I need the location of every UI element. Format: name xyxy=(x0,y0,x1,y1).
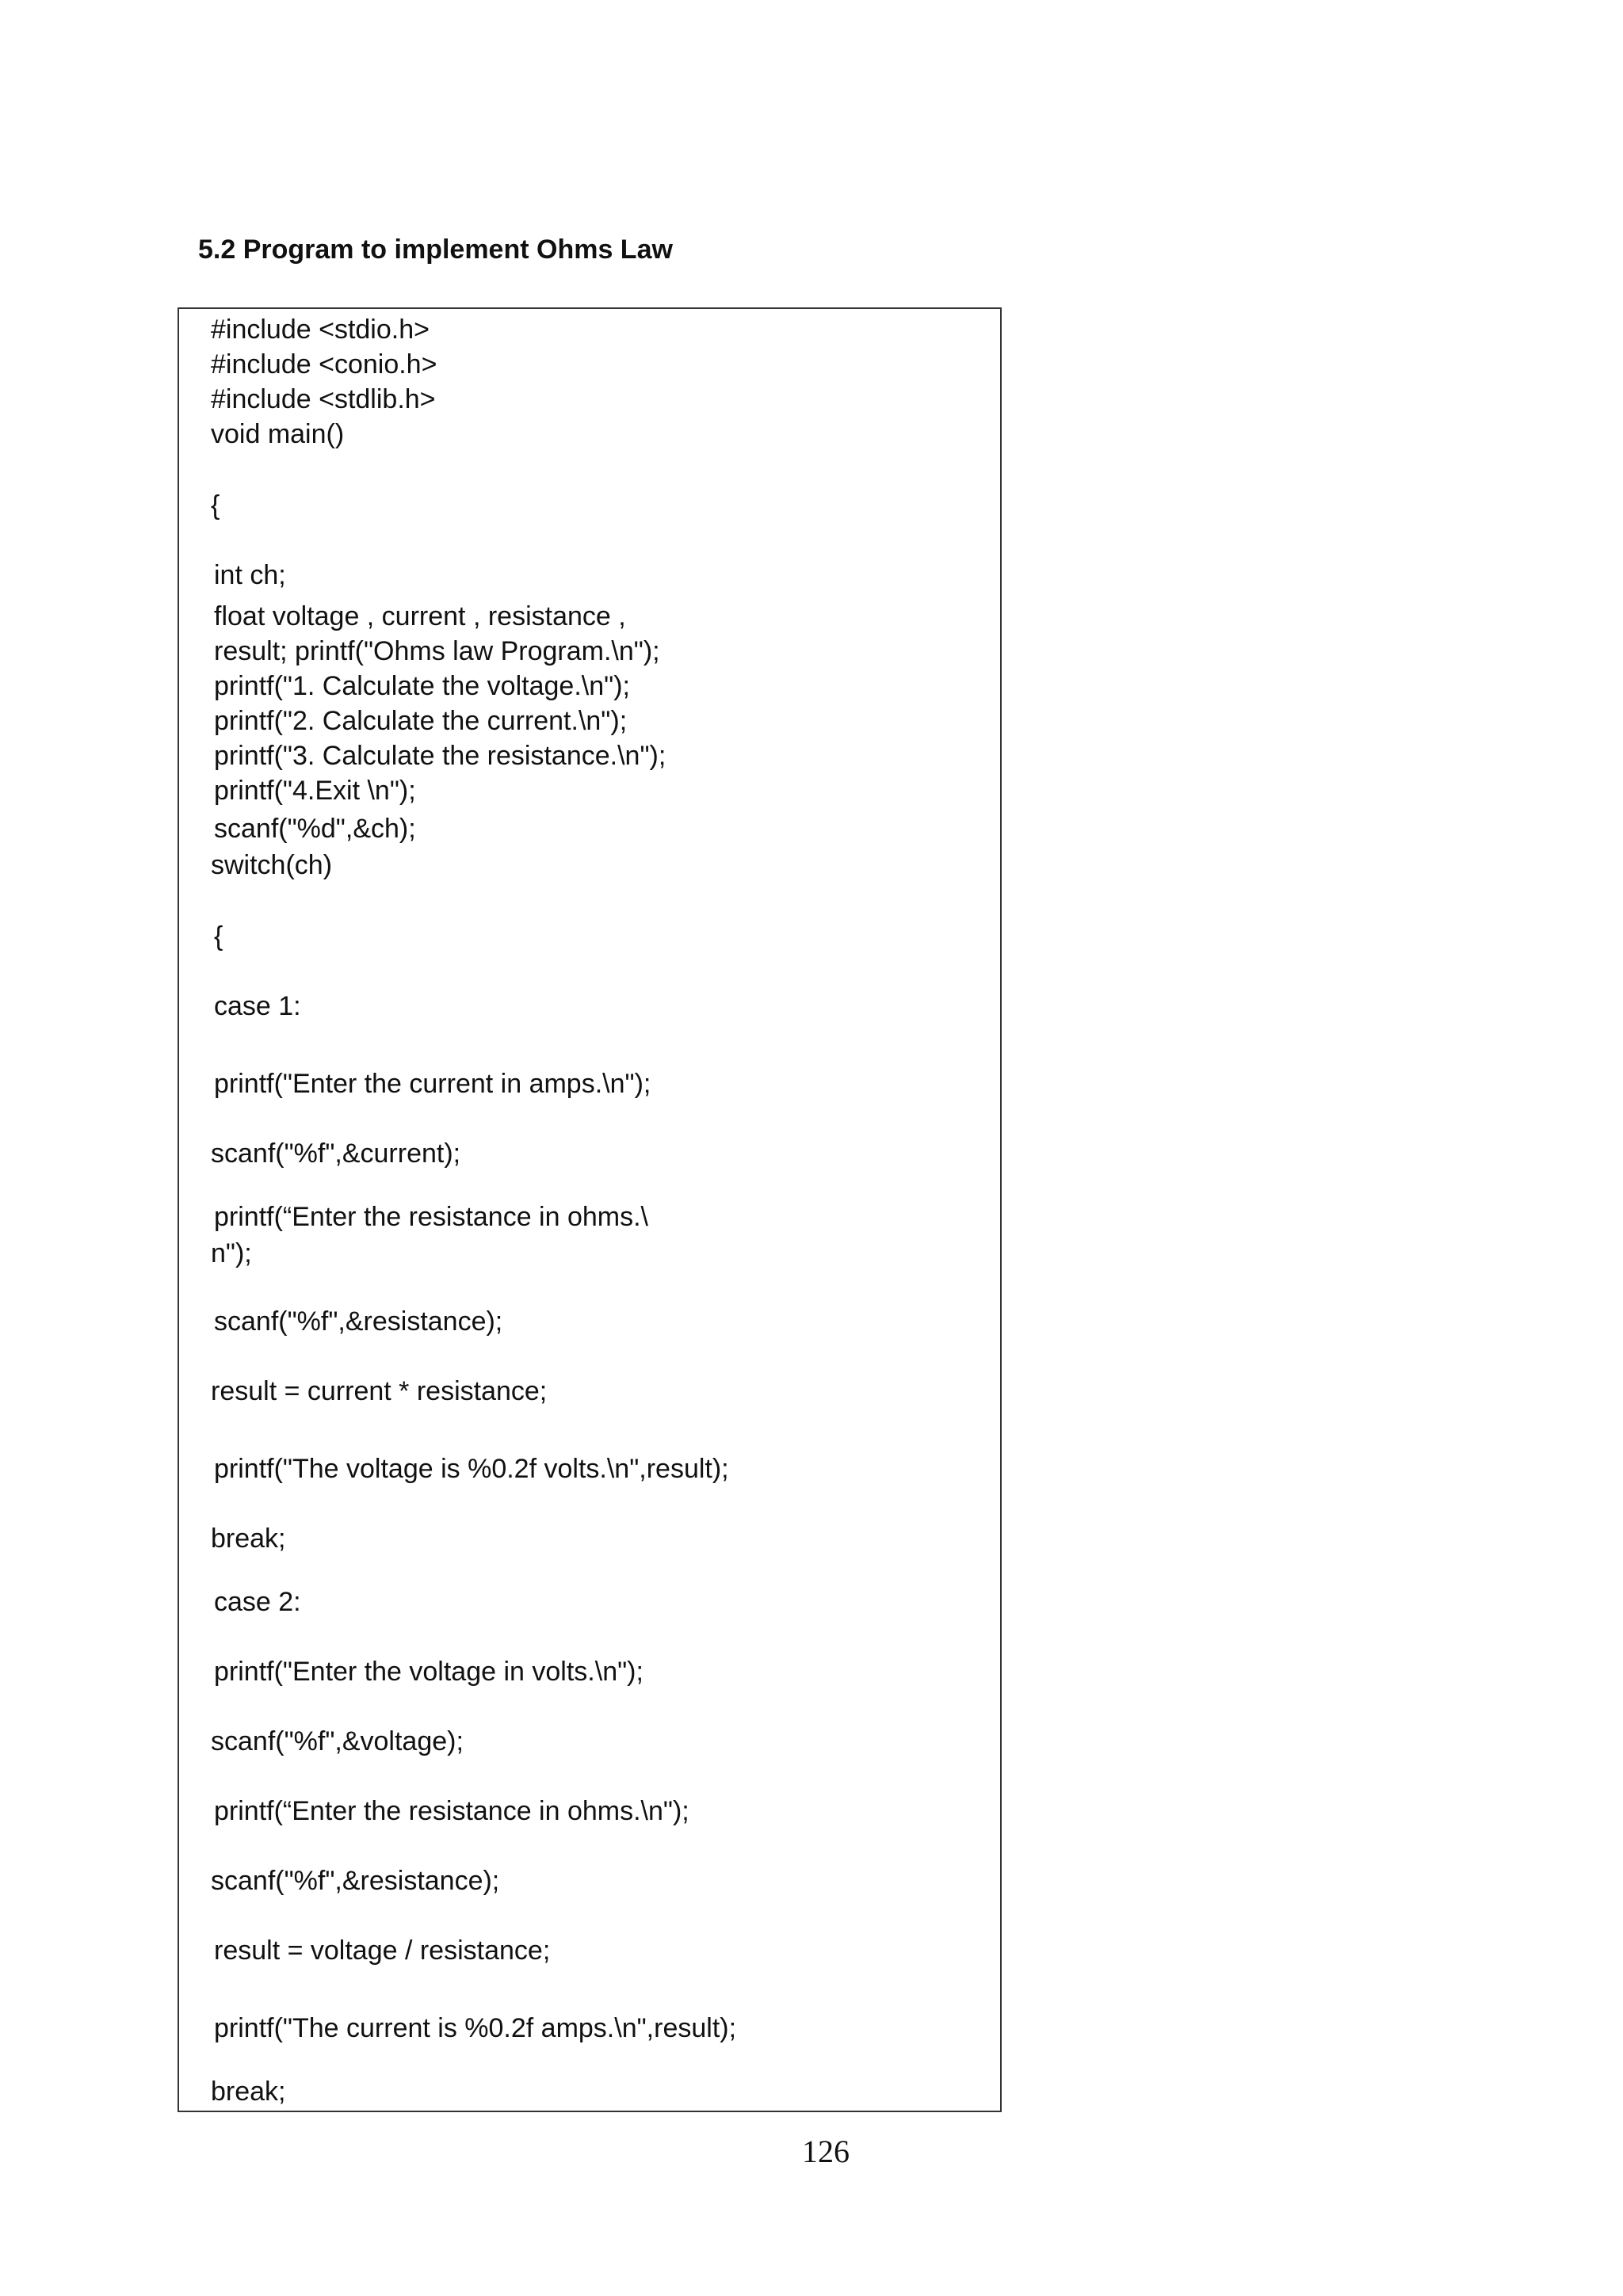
code-line: printf("3. Calculate the resistance.\n"); xyxy=(214,741,666,771)
code-line: printf(“Enter the resistance in ohms.\ xyxy=(214,1202,649,1232)
code-line: scanf("%f",&resistance); xyxy=(214,1306,503,1337)
code-line: printf("Enter the voltage in volts.\n"); xyxy=(214,1657,643,1687)
code-line: scanf("%d",&ch); xyxy=(214,814,416,844)
code-line: switch(ch) xyxy=(211,850,333,880)
code-line: scanf("%f",&voltage); xyxy=(211,1726,464,1756)
code-line: { xyxy=(211,490,220,521)
code-line: printf(“Enter the resistance in ohms.\n"); xyxy=(214,1796,689,1826)
code-line: scanf("%f",&current); xyxy=(211,1138,461,1169)
code-line: printf("2. Calculate the current.\n"); xyxy=(214,706,628,736)
code-line: printf("The voltage is %0.2f volts.\n",result); xyxy=(214,1454,729,1484)
code-line: printf("1. Calculate the voltage.\n"); xyxy=(214,671,630,701)
code-line: result = current * resistance; xyxy=(211,1376,548,1406)
code-line: printf("Enter the current in amps.\n"); xyxy=(214,1069,651,1099)
code-line: break; xyxy=(211,2077,286,2107)
code-line: n"); xyxy=(211,1238,252,1268)
code-line: int ch; xyxy=(214,560,286,590)
code-line: void main() xyxy=(211,419,345,449)
code-line: #include <stdio.h> xyxy=(211,315,430,345)
section-heading: 5.2 Program to implement Ohms Law xyxy=(198,235,673,265)
code-line: scanf("%f",&resistance); xyxy=(211,1866,500,1896)
code-line: printf("4.Exit \n"); xyxy=(214,776,416,806)
code-line: result = voltage / resistance; xyxy=(214,1936,551,1966)
code-line: #include <conio.h> xyxy=(211,349,437,379)
code-line: printf("The current is %0.2f amps.\n",result); xyxy=(214,2013,737,2043)
code-line: #include <stdlib.h> xyxy=(211,384,436,414)
page-number: 126 xyxy=(802,2134,850,2169)
code-line: case 1: xyxy=(214,991,301,1021)
code-line: break; xyxy=(211,1524,286,1554)
code-line: { xyxy=(214,921,223,952)
code-line: case 2: xyxy=(214,1587,301,1617)
code-line: float voltage , current , resistance , xyxy=(214,601,626,631)
code-line: result; printf("Ohms law Program.\n"); xyxy=(214,636,660,666)
